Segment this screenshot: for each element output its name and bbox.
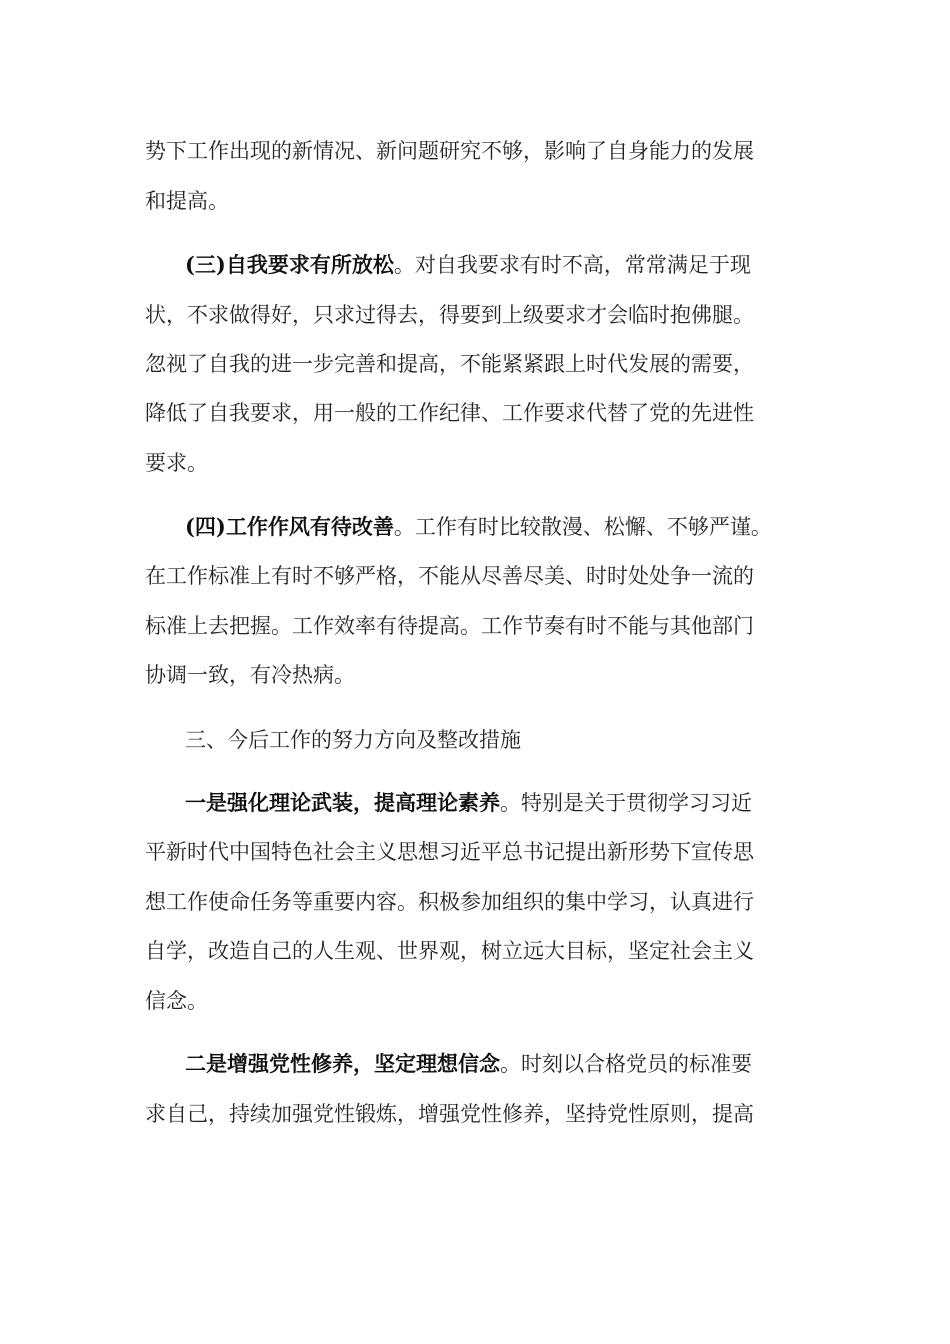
- text-line: [145, 887, 754, 917]
- bold-heading-text: (三)自我要求有所放松: [185, 252, 394, 277]
- text-line: [185, 512, 772, 542]
- bold-heading-text: 一是强化理论武装，提高理论素养: [185, 790, 500, 815]
- text-line: [185, 725, 521, 755]
- text-line: [145, 660, 355, 690]
- body-text: 和提高。: [145, 189, 229, 213]
- body-text: 想工作使命任务等重要内容。积极参加组织的集中学习，认真进行: [145, 890, 754, 914]
- body-text: 降低了自我要求，用一般的工作纪律、工作要求代替了党的先进性: [145, 401, 754, 425]
- bold-heading-text: (四)工作作风有待改善: [185, 514, 394, 539]
- text-line: [145, 349, 754, 379]
- body-text: 状，不求做得好，只求过得去，得要到上级要求才会临时抱佛腿。: [145, 303, 754, 327]
- body-text: 平新时代中国特色社会主义思想习近平总书记提出新形势下宣传思: [145, 840, 754, 864]
- text-line: [145, 837, 754, 867]
- body-text: 要求。: [145, 451, 208, 475]
- text-line: [145, 986, 208, 1016]
- text-line: [185, 788, 752, 818]
- text-line: [145, 561, 754, 591]
- text-line: [145, 136, 754, 166]
- body-text: 自学，改造自己的人生观、世界观，树立远大目标，坚定社会主义: [145, 939, 754, 963]
- body-text: 标准上去把握。工作效率有待提高。工作节奏有时不能与其他部门: [145, 614, 754, 638]
- text-line: [145, 936, 754, 966]
- body-text: 三、今后工作的努力方向及整改措施: [185, 728, 521, 752]
- text-line: [145, 186, 229, 216]
- text-line: [185, 1049, 752, 1079]
- body-text: 在工作标准上有时不够严格，不能从尽善尽美、时时处处争一流的: [145, 564, 754, 588]
- text-line: [145, 1099, 754, 1129]
- body-text: 协调一致，有冷热病。: [145, 663, 355, 687]
- text-line: [145, 448, 208, 478]
- text-line: [145, 300, 754, 330]
- bold-heading-text: 二是增强党性修养，坚定理想信念: [185, 1051, 500, 1076]
- body-text: 求自己，持续加强党性锻炼，增强党性修养，坚持党性原则，提高: [145, 1102, 754, 1126]
- body-text: 。特别是关于贯彻学习习近: [500, 791, 752, 815]
- text-line: [145, 611, 754, 641]
- body-text: 。时刻以合格党员的标准要: [500, 1052, 752, 1076]
- body-text: 忽视了自我的进一步完善和提高，不能紧紧跟上时代发展的需要，: [145, 352, 754, 376]
- body-text: 信念。: [145, 989, 208, 1013]
- body-text: 势下工作出现的新情况、新问题研究不够，影响了自身能力的发展: [145, 139, 754, 163]
- body-text: 。工作有时比较散漫、松懈、不够严谨。: [393, 515, 772, 539]
- text-line: [145, 398, 754, 428]
- body-text: 。对自我要求有时不高，常常满足于现: [393, 253, 751, 277]
- text-line: [185, 250, 751, 280]
